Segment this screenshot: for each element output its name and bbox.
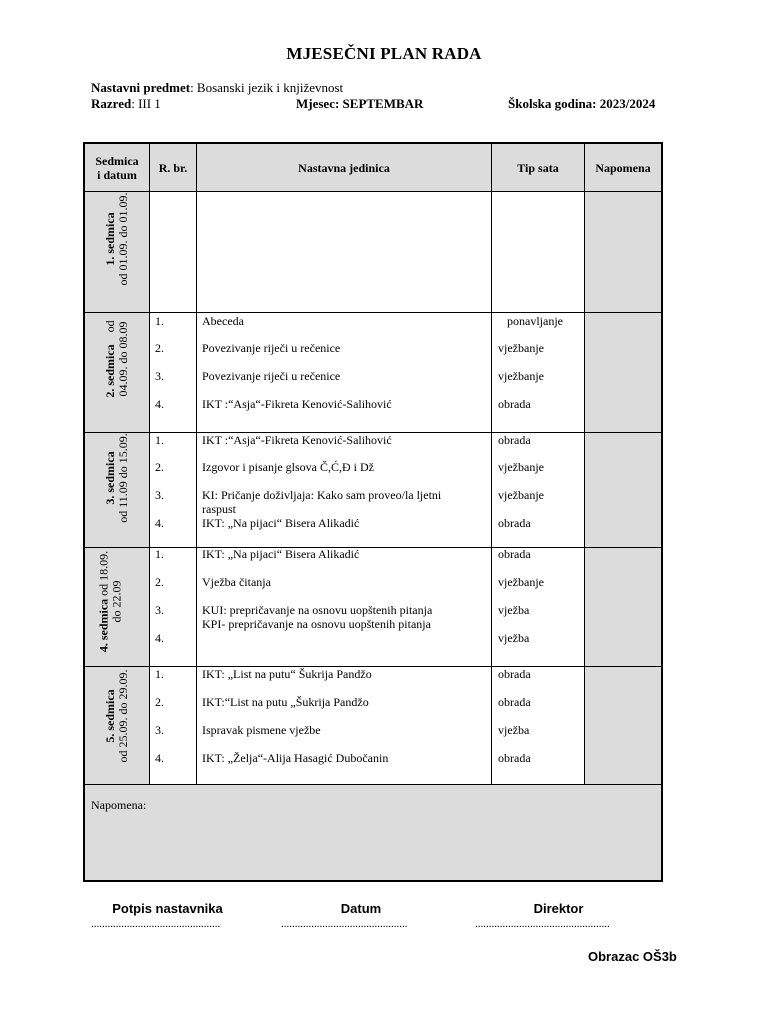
header-note: Napomena: [595, 161, 651, 175]
row-unit: IKT :“Asja“-Fikreta Kenović-Salihović: [202, 397, 392, 411]
row-num: 1.: [155, 667, 164, 681]
row-type: vježbanje: [498, 341, 544, 355]
week-3-dates: od 11.09 do 15.09.: [116, 433, 130, 523]
school-year-label: Školska godina: 2023/2024: [508, 96, 656, 111]
class-label: Razred: [91, 96, 132, 111]
week-3-title: 3. sedmica: [103, 451, 117, 505]
subject-line: [91, 80, 343, 96]
row-type: vježbanje: [498, 369, 544, 383]
row-unit: Izgovor i pisanje glsova Č,Ć,Đ i Dž: [202, 460, 374, 474]
row-num: 2.: [155, 341, 164, 355]
footnote-label: Napomena:: [91, 798, 147, 812]
row-unit: KUI: prepričavanje na osnovu uopštenih pitanja: [202, 603, 433, 617]
row-unit: IKT: „Želja“-Alija Hasagić Dubočanin: [202, 751, 389, 765]
row-num: 4.: [155, 397, 164, 411]
row-num: 1.: [155, 547, 164, 561]
row-num: 4.: [155, 751, 164, 765]
row-type: obrada: [498, 433, 531, 447]
row-type: obrada: [498, 695, 531, 709]
subject-value: : Bosanski jezik i književnost: [190, 80, 344, 95]
plan-table: [83, 142, 663, 882]
month-label: Mjesec: SEPTEMBAR: [296, 96, 424, 111]
week-2-title: 2. sedmica: [103, 344, 117, 398]
teacher-signature-line: ...............................................: [91, 918, 221, 930]
row-unit: Vježba čitanja: [202, 575, 271, 589]
row-num: 2.: [155, 695, 164, 709]
row-type: vježba: [498, 631, 530, 645]
header-num: R. br.: [158, 161, 188, 175]
week-1-dates: od 01.09. do 01.09.: [116, 192, 130, 286]
row-unit: IKT: „Na pijaci“ Bisera Alikadić: [202, 516, 360, 530]
date-label: Datum: [340, 901, 382, 916]
row-unit-continued: raspust: [202, 502, 236, 516]
row-unit-continued: KPI- prepričavanje na osnovu uopštenih pitanja: [202, 617, 431, 631]
row-unit: Abeceda: [202, 314, 244, 328]
row-num: 3.: [155, 488, 164, 502]
class-value: : III 1: [131, 96, 161, 111]
subject-label: Nastavni predmet: [91, 80, 191, 95]
footnote-bg: [85, 785, 661, 880]
week-4-title: 4. sedmica: [96, 598, 111, 653]
row-num: 3.: [155, 369, 164, 383]
row-type: vježbanje: [498, 460, 544, 474]
row-type: ponavljanje: [507, 314, 563, 328]
week-4-dates: od 18.09. do 22.09: [96, 550, 124, 623]
row-num: 2.: [155, 575, 164, 589]
row-type: obrada: [498, 751, 531, 765]
row-num: 2.: [155, 460, 164, 474]
row-num: 4.: [155, 631, 164, 645]
header-type: Tip sata: [517, 161, 559, 175]
row-unit: IKT: „Na pijaci“ Bisera Alikadić: [202, 547, 360, 561]
row-type: vježbanje: [498, 488, 544, 502]
row-num: 3.: [155, 723, 164, 737]
header-week-line2: i datum: [97, 168, 137, 182]
date-line: ..............................................: [281, 918, 408, 930]
week-1-title: 1. sedmica: [103, 212, 117, 266]
week-5-label: [104, 641, 130, 791]
row-num: 1.: [155, 433, 164, 447]
header-unit: Nastavna jedinica: [298, 161, 390, 175]
row-unit: KI: Pričanje doživljaja: Kako sam proveo/la ljetni: [202, 488, 442, 502]
class-line: [91, 96, 161, 112]
row-num: 4.: [155, 516, 164, 530]
row-unit: Ispravak pismene vježbe: [202, 723, 321, 737]
row-type: obrada: [498, 667, 531, 681]
row-unit: IKT :“Asja“-Fikreta Kenović-Salihović: [202, 433, 392, 447]
row-type: vježbanje: [498, 575, 544, 589]
note-column-bg: [585, 192, 661, 784]
row-num: 3.: [155, 603, 164, 617]
row-unit: IKT: „List na putu“ Šukrija Pandžo: [202, 667, 372, 681]
row-unit: Povezivanje riječi u rečenice: [202, 369, 341, 383]
week-2-dates: 04.09. do 08.09: [116, 321, 130, 397]
row-type: obrada: [498, 516, 531, 530]
row-type: vježba: [498, 723, 530, 737]
week-5-dates: od 25.09. do 29.09.: [116, 669, 130, 763]
row-type: vježba: [498, 603, 530, 617]
row-type: obrada: [498, 397, 531, 411]
row-unit: IKT:“List na putu „Šukrija Pandžo: [202, 695, 369, 709]
row-unit: Povezivanje riječi u rečenice: [202, 341, 341, 355]
director-label: Direktor: [533, 901, 584, 916]
row-type: obrada: [498, 547, 531, 561]
teacher-signature-label: Potpis nastavnika: [112, 901, 223, 916]
form-code: Obrazac OŠ3b: [588, 949, 677, 964]
director-signature-line: .................................................: [475, 918, 610, 930]
week-2-dates-prefix: od: [103, 320, 117, 333]
week-5-title: 5. sedmica: [103, 689, 117, 743]
header-week-line1: Sedmica: [95, 154, 139, 168]
page-title: MJESEČNI PLAN RADA: [286, 44, 482, 63]
row-num: 1.: [155, 314, 164, 328]
